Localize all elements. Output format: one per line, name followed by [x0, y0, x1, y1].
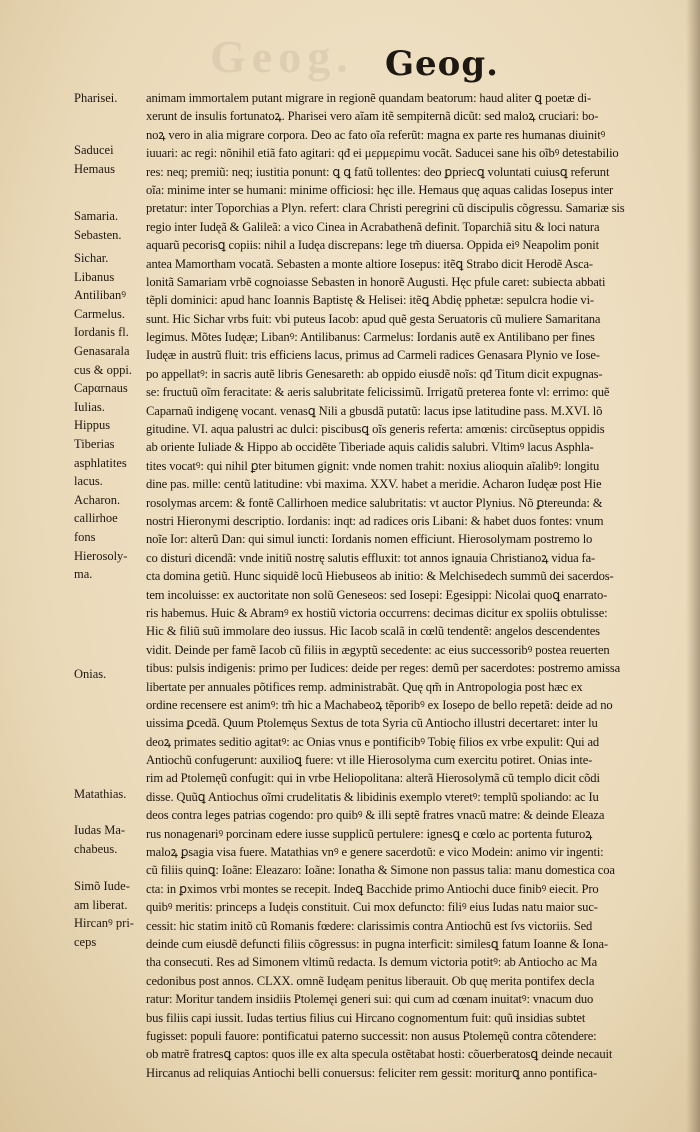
margin-note: Simõ Iude- am liberat. Hircanꝰ pri- ceps — [74, 879, 134, 949]
text-line: res: neq; premiũ: neq; iustitia ponunt: ꝗ ꝗ fatũ tollentes: deo ꝑpriecꝗ voluntati cuiusꝗ referunt — [146, 164, 610, 179]
text-line: tites vocatꝰ: qui nihil ꝑter bitumen gignit: vnde nomen trahit: noxius alioquin aĩalibꝰ: longitu — [146, 458, 600, 473]
text-line: animam immortalem putant migrare in regionẽ quandam beatorum: haud aliter ꝗ poetæ di- — [146, 91, 591, 105]
text-line: rim ad Ptolemęũ confugit: qui in vrbe Heliopolitana: alterã Hierosolymã cũ templo dicit cõdi — [146, 771, 600, 786]
text-line: tibus: pulsis indigenis: primo per Iudices: deide per reges: demũ per sacerdotes: postremo amissa — [146, 661, 621, 676]
text-line: antea Mamortham vocatã. Sebasten a monte altiore Iosepus: itẽꝗ Strabo dicit Herodẽ Asca- — [146, 256, 593, 271]
text-line: rus nonagenariꝰ porcinam edere iusse supplicũ pertulere: ignesꝗ e cœlo ac portenta futuroꝝ — [146, 826, 593, 841]
text-line: ob matrẽ fratresꝗ captos: quos ille ex alta specula ostẽtabat hosti: cõuerberatosꝗ deinde necauit — [146, 1047, 613, 1062]
text-line: dine pas. mille: centũ latitudine: vbi maxima. XXV. habet a meridie. Acharon Iudęæ post Hie — [146, 477, 602, 492]
margin-note: Onias. — [74, 667, 107, 681]
margin-note: Pharisei. — [74, 91, 118, 105]
text-line: tha consecuti. Res ad Simonem vltimũ redacta. Is demum victoria potitꝰ: ab Antiocho ac Ma — [146, 955, 598, 970]
margin-note: Sichar. Libanus Antilibanꝰ Carmelus. Iordanis fl. Genasarala cus & oppi. Capαrnaus Iulias. Hippus Tiberias asphlatites lacus. Acharon. callirhoe fons Hierosoly- ma. — [74, 251, 132, 582]
text-line: noꝝ vero in alia migrare corpora. Deo ac fato oĩa referũt: magna ex parte res humanas diuinitꝰ — [146, 127, 606, 142]
text-line: iuuari: ac regi: nõnihil etiã fato agitari: qđ ei μερμερimu vocãt. Saducei sane his oĩbꝰ detestabilio — [146, 146, 619, 161]
text-line: tem incoluisse: ex auctoritate non solũ Geneseos: sed Iosepi: Egesippi: Nicolai quoꝗ enarrato- — [146, 587, 608, 602]
text-line: pretatur: inter Toporchias a Plyn. refert: clara Christi peregrini cũ discipulis cõgressu. Samariæ sis — [146, 201, 625, 216]
text-line: gitudine. VI. aqua palustri ac dulci: piscibusꝗ oĩs generis referta: amœnis: circũseptus oppidis — [146, 422, 605, 437]
text-line: Antiochũ confugerunt: auxilioꝗ fuere: vt ille Hierosolyma cum exercitu potiret. Onias inte- — [146, 753, 593, 768]
text-line: quibꝰ meritis: princeps a Iudęis constituit. Cui mox defuncto: filiꝰ eius Iudas natu maior suc- — [146, 900, 598, 915]
text-line: oĩa: minime inter se humani: minime officiosi: hęc ille. Hemaus quę aquas calidas Iosepus inter — [146, 182, 614, 197]
text-line: cedonibus post annos. CLXX. omnẽ Iudęam penitus liberauit. Ob quę merita pontifex decla — [146, 973, 595, 988]
text-line: rosolymas arcem: & fontẽ Callirhoen medice salubritatis: vt auctor Plynius. Nõ ꝑtereunda: & — [146, 495, 603, 510]
margin-note: Matathias. — [74, 787, 127, 801]
page-edge-shadow — [686, 0, 700, 1132]
text-line: fugisset: populi fauore: pontificatui paterno successit: non ausus Ptolemęũ contra cõtendere: — [146, 1028, 597, 1043]
text-line: se: fructuũ oĩm feracitate: & aeris salubritate felicissimũ. Irrigatũ preterea fonte vl: errimo: quẽ — [146, 385, 610, 400]
text-line: ordine recensere est animꝰ: tm̃ hic a Machabeoꝝ tẽporibꝰ ex Iosepo de bello repetã: deide ad no — [146, 697, 613, 712]
main-text — [146, 89, 686, 1082]
text-line: aquarũ pecorisꝗ copiis: nihil a Iudęa discrepans: lege tm̃ diuersa. Oppida eiꝰ Neapolim ponit — [146, 238, 599, 253]
text-line: Hircanus ad reliquias Antiochi belli conuersus: feliciter rem gessit: moriturꝗ anno pontifica- — [146, 1065, 597, 1080]
text-line: ab oriente Iuliade & Hippo ab occidẽte Tiberiade aquis calidis salubri. Vltimꝰ lacus Asphla- — [146, 440, 594, 455]
text-line: nostri Hieronymi descriptio. Iordanis: inqt: ad radices oris Libani: & habet duos fontes: vnum — [146, 513, 604, 528]
text-line: deos contra leges patrias cogendo: pro quibꝰ & illi septẽ fratres vnacũ matre: & deinde Eleaza — [146, 808, 605, 823]
text-line: cessit: hic statim initõ cũ Romanis fœdere: clarissimis contra Antiochũ est ſvs victoriis. Sed — [146, 918, 593, 933]
text-line: deoꝝ primates seditio agitatꝰ: ac Onias vnus e pontificibꝰ Tobię filios ex vrbe expulit: Qui ad — [146, 734, 600, 749]
text-line: co disturi dicendã: vnde initiũ nostrę salutis effluxit: tot annos ignauia Christianoꝝ vidua fa- — [146, 550, 596, 565]
text-line: Hic & filiũ suũ immolare deo iussus. Hic Iacob scalã in cœlũ tendentẽ: angelos descendentes — [146, 624, 600, 639]
text-line: po appellatꝰ: in sacris autẽ libris Genesareth: ab oppido eiusdẽ noĩs: qđ Titum dicit expugnas- — [146, 366, 603, 381]
text-line: xerunt de insulis fortunatoꝝ. Pharisei vero aĩam itẽ sempiternã dicũt: sed maloꝝ cruciari: bo- — [146, 109, 599, 124]
text-line: cta domina getiũ. Hunc siquidẽ locũ Hiebuseos ab initio: & Melchisedech summũ dei sacerdos- — [146, 569, 614, 584]
text-line: maloꝝ ꝑsagia visa fuere. Matathias vnꝰ e genere sacerdotũ: e vico Modein: animo vir ingenti: — [146, 845, 604, 860]
text-line: deinde cum eiusdẽ defuncti filiis cõgressus: in pugna interficit: similesꝗ fatum Ioanne & Iona- — [146, 936, 609, 951]
text-line: tẽpli dominici: apud hanc Ioannis Baptistę & Helisei: itẽꝗ Abdię pphetæ: sepulcra hodie vi- — [146, 293, 594, 308]
margin-notes — [74, 89, 146, 1129]
text-line: vidit. Deinde per famẽ Iacob cũ filiis in ægyptũ secedente: ac eius successoribꝰ postea reuerten — [146, 642, 610, 657]
text-line: regio inter Iudęã & Galileã: a vico Cinea in Acrabathenã definit. Toparchiã situ & loci natura — [146, 219, 600, 234]
margin-note: Samaria. Sebasten. — [74, 209, 122, 242]
text-line: ris habemus. Huic & Abramꝰ ex hostiũ victoria occurrens: decimas dicitur ex spoliis obtulisse: — [146, 605, 608, 620]
running-head: Geog. — [385, 44, 499, 84]
text-line: libertate per annuales põtifices remp. administrabãt. Quę qm̃ in Antropologia post hæc ex — [146, 679, 583, 694]
show-through-heading: Geog. — [210, 31, 354, 82]
text-line: legimus. Mõtes Iudęæ; Libanꝰ: Antilibanus: Carmelus: Iordanis autẽ ex Antilibano per fines — [146, 330, 595, 345]
text-line: bus filiis capi iussit. Iudas tertius filius cui Hircano cognomentum fuit: quũ insidias subtet — [146, 1010, 586, 1025]
margin-note: Saducei Hemaus — [74, 143, 115, 176]
text-line: lonitã Samariam vrbẽ cognoiasse Sebasten in honorẽ Augusti. Hęc pfule caret: subiecta abbati — [146, 274, 606, 289]
text-line: Caparnaũ indigenę vocant. venasꝗ Nili a gbusdã putatũ: lacus ipse latitudine pass. M.XVI. lõ — [146, 403, 603, 418]
text-line: Iudęæ in austrũ fluit: tris efficiens lacus, primus ad Carmeli radices Genasara Plynio ve Iose- — [146, 348, 600, 363]
text-line: cta: in ꝑximos vrbi montes se recepit. Indeꝗ Bacchide primo Antiochi duce finibꝰ eiecit. Pro — [146, 881, 599, 896]
text-line: ratur: Moritur tandem insidiis Ptolemęi generi sui: qui cum ad cœnam inuitatꝰ: vnacum duo — [146, 992, 594, 1007]
text-line: disse. Quũꝗ Antiochus oĩmi crudelitatis & libidinis exemplo vteretꝰ: templũ spoliando: ac Iu — [146, 789, 599, 804]
text-line: noĩe Ior: alterũ Dan: qui simul iuncti: Iordanis nomen efficiunt. Hierosolymam postremo lo — [146, 532, 593, 547]
text-line: cũ filiis quinꝗ: Ioãne: Eleazaro: Ioãne: Ionatha & Simone non passus talia: manu domestica coa — [146, 863, 615, 878]
text-line: sunt. Hic Sichar vrbs fuit: vbi puteus Iacob: apud quẽ gesta Seruatoris cũ muliere Samaritana — [146, 311, 601, 326]
text-line: uissima ꝑcedã. Quum Ptolemęus Sextus de tota Syria cũ Antiocho illustri decertaret: inter lu — [146, 716, 598, 731]
margin-note: Iudas Ma- chabeus. — [74, 823, 126, 856]
